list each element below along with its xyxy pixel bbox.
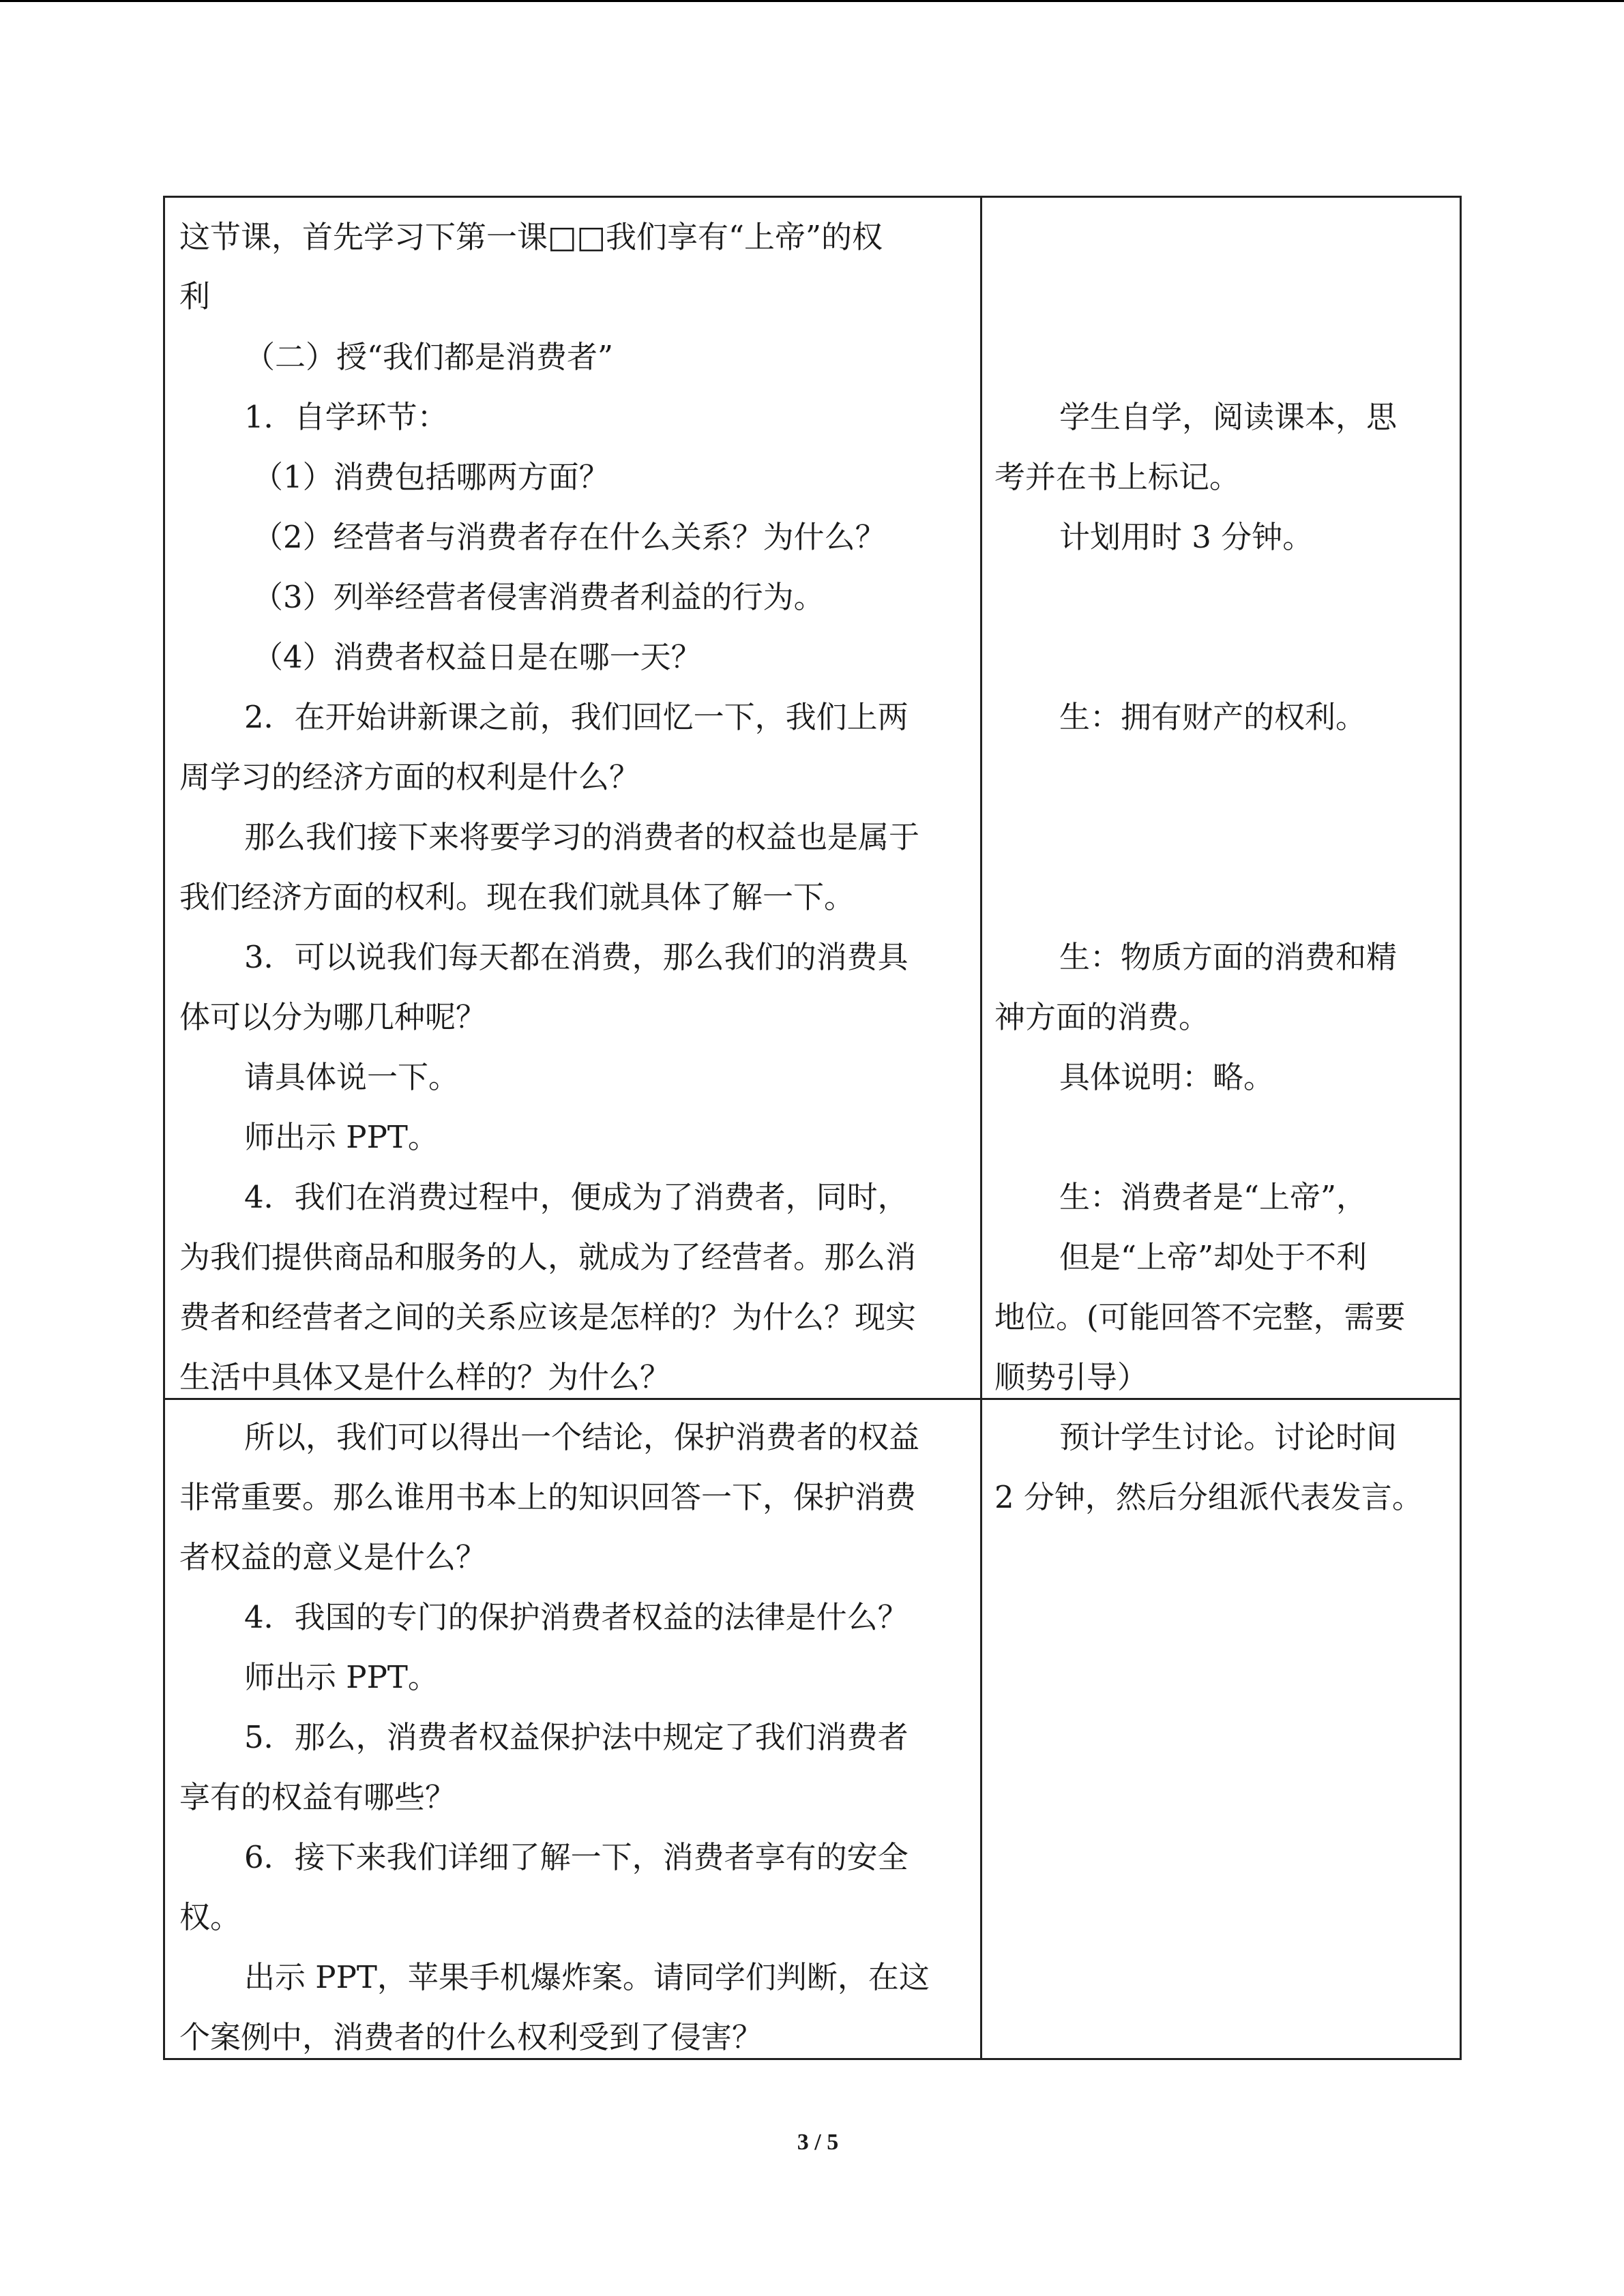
text-line: 学生自学，阅读课本，思 [1059, 399, 1398, 435]
text-line: 但是“上帝”却处于不利 [1059, 1239, 1368, 1275]
text-line: 4．我国的专门的保护消费者权益的法律是什么？ [244, 1599, 909, 1635]
text-line: 生：拥有财产的权利。 [1059, 699, 1367, 735]
text-line: 5．那么，消费者权益保护法中规定了我们消费者 [244, 1719, 909, 1755]
text-line: （2）经营者与消费者存在什么关系？为什么？ [252, 519, 886, 555]
text-line: 2 分钟，然后分组派代表发言。 [994, 1479, 1423, 1515]
text-line: 神方面的消费。 [994, 999, 1210, 1035]
text-line: 计划用时 3 分钟。 [1059, 519, 1314, 555]
text-line: 为我们提供商品和服务的人，就成为了经营者。那么消 [179, 1239, 917, 1275]
text-line: 生：消费者是“上帝”， [1059, 1179, 1368, 1215]
text-line: 那么我们接下来将要学习的消费者的权益也是属于 [244, 819, 920, 855]
text-line: 顺势引导） [994, 1359, 1149, 1395]
page-number: 3 / 5 [797, 2130, 839, 2155]
row-divider [165, 1398, 1460, 1400]
text-line: 利 [179, 278, 211, 314]
text-line: （1）消费包括哪两方面？ [252, 459, 610, 495]
text-line: 师出示 PPT。 [244, 1659, 439, 1695]
text-line: 具体说明：略。 [1059, 1059, 1275, 1095]
text-line: 所以，我们可以得出一个结论，保护消费者的权益 [244, 1419, 920, 1455]
text-line: 出示 PPT，苹果手机爆炸案。请同学们判断，在这 [244, 1959, 930, 1995]
text-line: 享有的权益有哪些？ [179, 1779, 456, 1815]
text-line: 考并在书上标记。 [994, 459, 1241, 495]
text-line: 非常重要。那么谁用书本上的知识回答一下，保护消费 [179, 1479, 917, 1515]
text-line: 生活中具体又是什么样的？为什么？ [179, 1359, 671, 1395]
text-line: 者权益的意义是什么？ [179, 1539, 487, 1575]
page-top-edge [0, 0, 1624, 2]
text-line: 4．我们在消费过程中，便成为了消费者，同时， [244, 1179, 909, 1215]
column-divider [980, 198, 982, 2058]
text-line: （4）消费者权益日是在哪一天？ [252, 639, 702, 675]
text-line: （二）授“我们都是消费者” [244, 339, 614, 375]
text-line: 2．在开始讲新课之前，我们回忆一下，我们上两 [244, 699, 909, 735]
text-line: 预计学生讨论。讨论时间 [1059, 1419, 1398, 1455]
text-line: 请具体说一下。 [244, 1059, 460, 1095]
text-line: 6．接下来我们详细了解一下，消费者享有的安全 [244, 1839, 909, 1875]
text-line: 费者和经营者之间的关系应该是怎样的？为什么？现实 [179, 1299, 917, 1335]
text-line: 地位。(可能回答不完整，需要 [994, 1299, 1406, 1335]
text-line: 生：物质方面的消费和精 [1059, 939, 1398, 975]
text-line: 周学习的经济方面的权利是什么？ [179, 759, 640, 795]
text-line: 个案例中，消费者的什么权利受到了侵害？ [179, 2019, 763, 2055]
text-line: 权。 [179, 1899, 241, 1935]
text-line: （3）列举经营者侵害消费者利益的行为。 [252, 579, 825, 615]
text-line: 体可以分为哪几种呢？ [179, 999, 487, 1035]
text-line: 3．可以说我们每天都在消费，那么我们的消费具 [244, 939, 909, 975]
text-line: 这节课，首先学习下第一课□□我们享有“上帝”的权 [179, 219, 883, 255]
text-line: 师出示 PPT。 [244, 1119, 439, 1155]
text-line: 1．自学环节： [244, 399, 448, 435]
text-line: 我们经济方面的权利。现在我们就具体了解一下。 [179, 879, 855, 915]
